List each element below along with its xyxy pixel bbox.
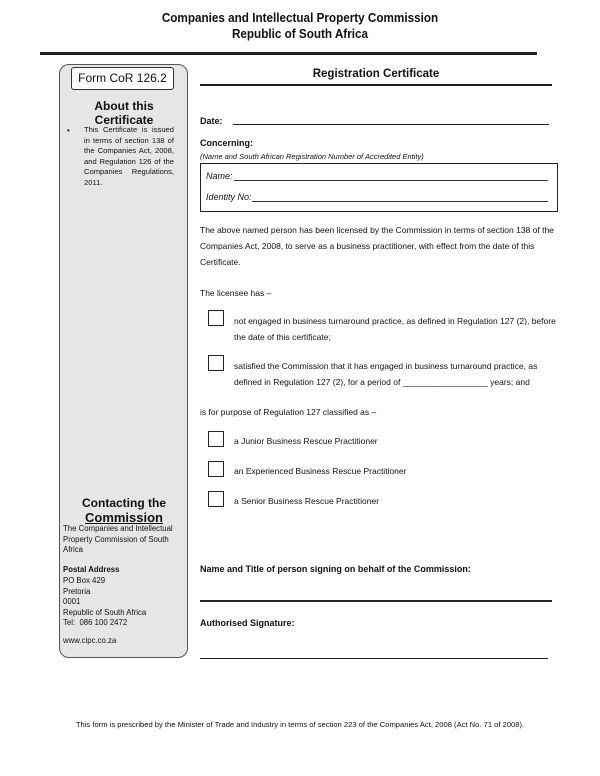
name-field[interactable]	[234, 180, 548, 181]
website-link[interactable]: www.cipc.co.za	[63, 636, 117, 645]
postal-line: Pretoria	[63, 586, 91, 596]
option-satisfied: satisfied the Commission that it has engaged in business turnaround practice, as defined in Regulation 127 (2), for a period of __________________ years; and	[234, 361, 538, 387]
signer-label: Name and Title of person signing on behalf of the Commission:	[200, 564, 471, 574]
postal-line: 0001	[63, 597, 81, 606]
option-experienced: an Experienced Business Rescue Practitioner	[234, 466, 407, 476]
signature-field[interactable]	[200, 658, 548, 659]
date-field[interactable]	[233, 124, 549, 125]
header-rule	[40, 52, 537, 55]
checkbox-junior[interactable]	[208, 431, 224, 447]
name-label: Name:	[206, 171, 233, 181]
about-title: About this Certificate	[94, 99, 154, 127]
header-title: Companies and Intellectual Property Commission	[161, 10, 439, 25]
concerning-note: (Name and South African Registration Number of Accredited Entity)	[200, 152, 424, 161]
option-junior: a Junior Business Rescue Practitioner	[234, 436, 378, 446]
title-rule	[200, 84, 552, 86]
contact-title: Contacting the	[82, 496, 166, 510]
signature-label: Authorised Signature:	[200, 618, 295, 628]
postal-address	[63, 576, 181, 629]
postal-line: Republic of South Africa	[63, 607, 147, 617]
contact-title-commission: Commission	[84, 510, 163, 525]
postal-address-title: Postal Address	[63, 565, 120, 574]
checkbox-experienced[interactable]	[208, 461, 224, 477]
footer-note: This form is prescribed by the Minister of Trade and Industry in terms of section 223 of the Companies Act, 2008 (Act No. 71 of 2008).	[75, 720, 525, 729]
licensee-has-label: The licensee has –	[200, 288, 272, 298]
checkbox-senior[interactable]	[208, 491, 224, 507]
checkbox-not-engaged[interactable]	[208, 310, 224, 326]
form-number-tab: Form CoR 126.2	[71, 67, 174, 90]
postal-line: Tel: 086 100 2472	[63, 618, 128, 627]
header-subtitle: Republic of South Africa	[231, 26, 369, 41]
identity-label: Identity No:	[206, 192, 252, 202]
option-senior: a Senior Business Rescue Practitioner	[234, 496, 380, 506]
option-not-engaged: not engaged in business turnaround practice, as defined in Regulation 127 (2), before the date of this certificate;	[234, 316, 556, 342]
entity-box	[200, 163, 558, 212]
identity-field[interactable]	[252, 201, 548, 202]
postal-line: PO Box 429	[63, 576, 106, 585]
signer-field[interactable]	[200, 600, 552, 602]
bullet-icon: •	[67, 126, 70, 135]
purpose-label: is for purpose of Regulation 127 classified as –	[200, 407, 377, 417]
checkbox-satisfied[interactable]	[208, 355, 224, 371]
contact-organisation: The Companies and Intellectual Property Commission of South Africa	[63, 524, 173, 554]
concerning-label: Concerning:	[200, 138, 253, 148]
date-label: Date:	[200, 116, 223, 126]
certificate-title: Registration Certificate	[312, 68, 440, 80]
about-text: This Certificate is issued in terms of section 138 of the Companies Act, 2008, and Regulation 126 of the Companies Regulations, 2011.	[84, 125, 174, 187]
license-paragraph: The above named person has been licensed by the Commission in terms of section 138 of the Companies Act, 2008, to serve as a business practitioner, with effect from the date of this Certificate.	[200, 225, 554, 267]
